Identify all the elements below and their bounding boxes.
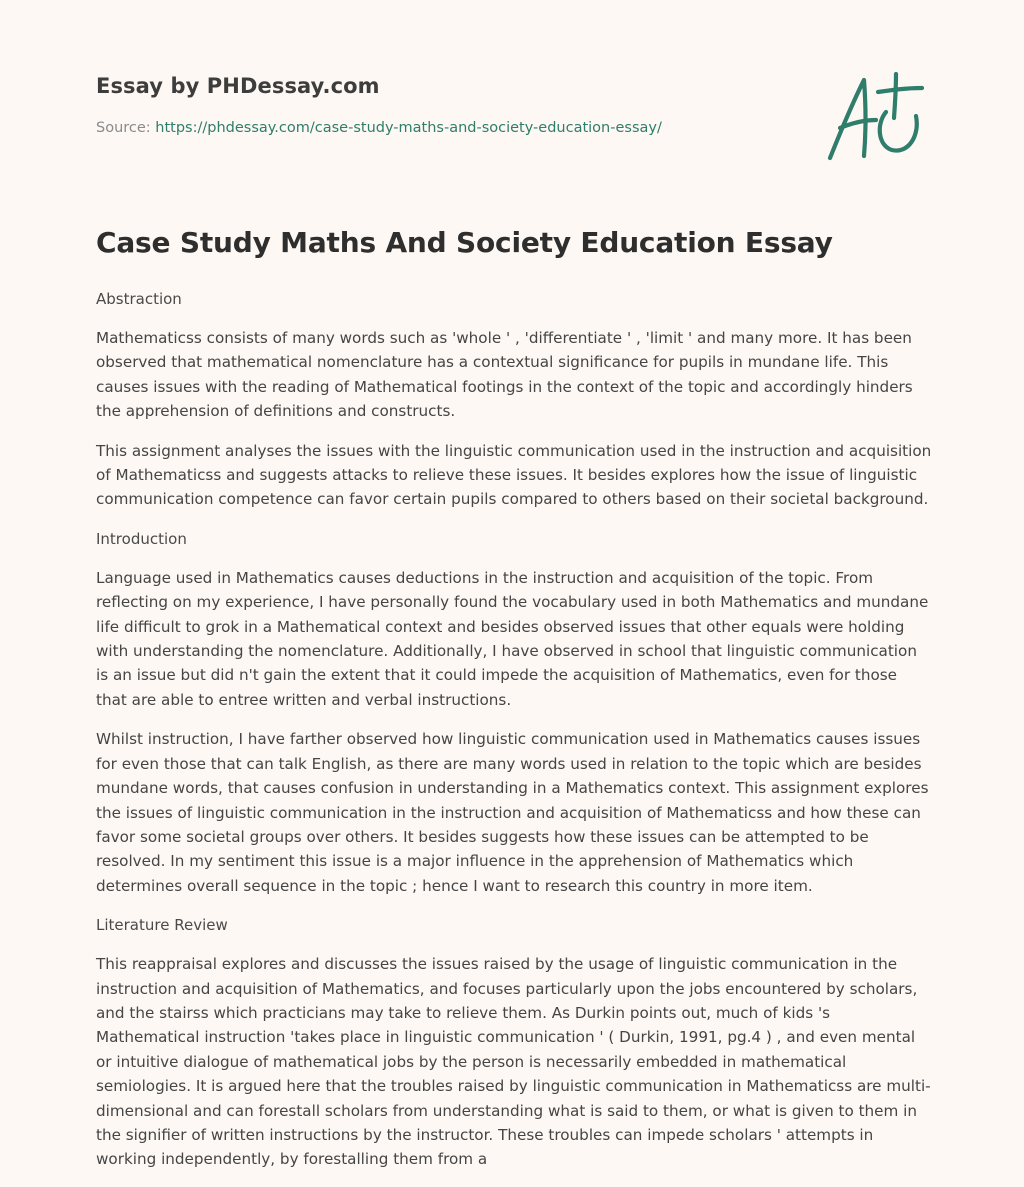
paragraph: Whilst instruction, I have farther observed how linguistic communication used in Mathematics causes issues for even those that can talk English, as there are many words used in relation to the topic which are besides mundane words, that causes confusion in understanding in a Mathematics context. This assignment explores the issues of linguistic communication in the instruction and acquisition of Mathematicss and how these can favor some societal groups over others. It besides suggests how these issues can be attempted to be resolved. In my sentiment this issue is a major influence in the apprehension of Mathematics which determines overall sequence in the topic ; hence I want to research this country in more item. xyxy=(96,730,929,895)
a-plus-grade-icon xyxy=(820,66,930,166)
paragraph: Language used in Mathematics causes deductions in the instruction and acquisition of the topic. From reflecting on my experience, I have personally found the vocabulary used in both Mathematics and mundane life difficult to grok in a Mathematical context and besides observed issues that other equals were holding with understanding the nomenclature. Additionally, I have observed in school that linguistic communication is an issue but did n't gain the extent that it could impede the acquisition of Mathematics, even for those that are able to entree written and verbal instructions. xyxy=(96,568,929,709)
source-line xyxy=(96,120,796,136)
article xyxy=(96,226,932,1187)
paragraph: This assignment analyses the issues with the linguistic communication used in the instruction and acquisition of Mathematicss and suggests attacks to relieve these issues. It besides explores how the issue of linguistic communication competence can favor certain pupils compared to others based on their societal background. xyxy=(96,441,932,509)
section-heading-literature-review: Literature Review xyxy=(96,916,228,935)
section-heading-introduction: Introduction xyxy=(96,529,187,548)
paragraph: This reappraisal explores and discusses the issues raised by the usage of linguistic communication in the instruction and acquisition of Mathematics, and focuses particularly upon the jobs encountered by scholars, and the stairss which practicians may take to relieve them. As Durkin points out, much of kids 's Mathematical instruction 'takes place in linguistic communication ' ( Durkin, 1991, pg.4 ) , and even mental or intuitive dialogue of mathematical jobs by the person is necessarily embedded in mathematical semiologies. It is argued here that the troubles raised by linguistic communication in Mathematicss are multi-dimensional and can forestall scholars from understanding what is said to them, or what is given to them in the signifier of written instructions by the instructor. These troubles can impede scholars ' attempts in working independently, by forestalling them from a xyxy=(96,955,931,1169)
paragraph: Mathematicss consists of many words such as 'whole ' , 'differentiate ' , 'limit ' and many more. It has been observed that mathematical nomenclature has a contextual significance for pupils in mundane life. This causes issues with the reading of Mathematical footings in the context of the topic and accordingly hinders the apprehension of definitions and constructs. xyxy=(96,329,913,421)
page-header xyxy=(96,74,796,136)
section-heading-abstraction: Abstraction xyxy=(96,290,182,308)
source-label: Source: xyxy=(96,120,156,136)
article-title: Case Study Maths And Society Education Essay xyxy=(96,226,833,259)
source-link[interactable]: https://phdessay.com/case-study-maths-and-society-education-essay/ xyxy=(155,120,662,136)
site-brand: Essay by PHDessay.com xyxy=(96,74,380,98)
